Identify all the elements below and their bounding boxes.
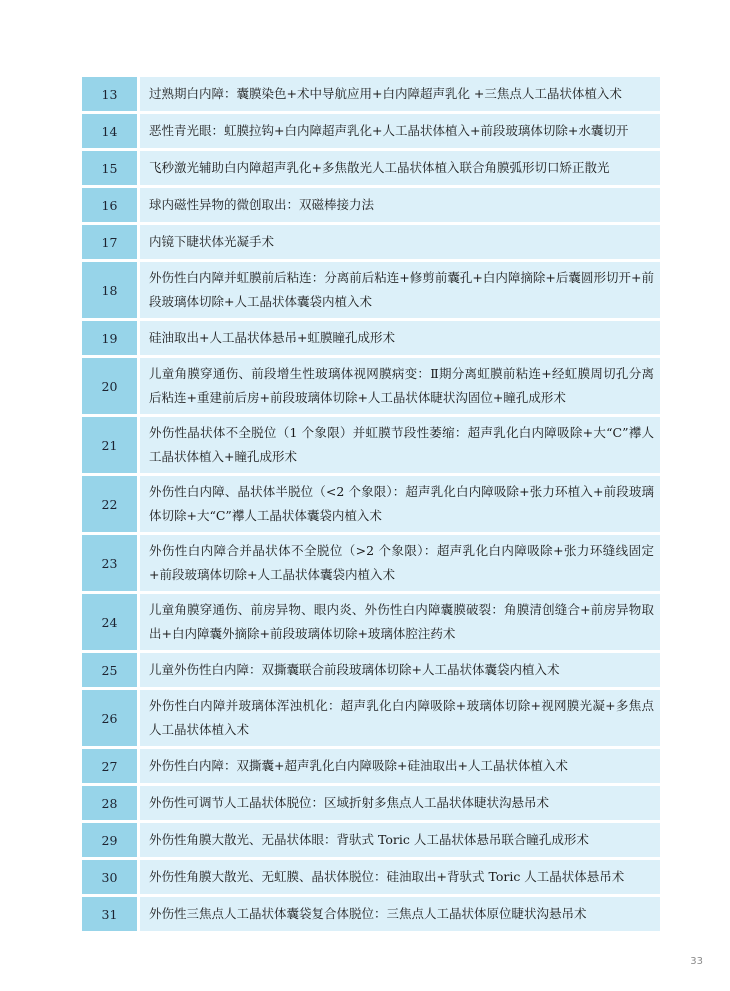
row-number: 20 xyxy=(82,358,140,417)
row-number: 19 xyxy=(82,321,140,358)
row-number: 21 xyxy=(82,417,140,476)
table-row xyxy=(82,358,660,417)
row-number: 16 xyxy=(82,188,140,225)
row-description: 外伤性角膜大散光、无晶状体眼：背驮式 Toric 人工晶状体悬吊联合瞳孔成形术 xyxy=(140,823,660,860)
row-number: 31 xyxy=(82,897,140,934)
table-row xyxy=(82,476,660,535)
row-description: 过熟期白内障：囊膜染色+术中导航应用+白内障超声乳化 +三焦点人工晶状体植入术 xyxy=(140,77,660,114)
row-number: 23 xyxy=(82,535,140,594)
row-description: 球内磁性异物的微创取出：双磁棒接力法 xyxy=(140,188,660,225)
row-number: 30 xyxy=(82,860,140,897)
row-description: 外伤性可调节人工晶状体脱位：区域折射多焦点人工晶状体睫状沟悬吊术 xyxy=(140,786,660,823)
row-number: 14 xyxy=(82,114,140,151)
row-number: 13 xyxy=(82,77,140,114)
table-row xyxy=(82,225,660,262)
table-row xyxy=(82,749,660,786)
row-description: 外伤性白内障合并晶状体不全脱位（>2 个象限）：超声乳化白内障吸除+张力环缝线固定+前段玻璃体切除+人工晶状体囊袋内植入术 xyxy=(140,535,660,594)
row-number: 17 xyxy=(82,225,140,262)
row-description: 儿童角膜穿通伤、前段增生性玻璃体视网膜病变：Ⅱ期分离虹膜前粘连+经虹膜周切孔分离后粘连+重建前后房+前段玻璃体切除+人工晶状体睫状沟固位+瞳孔成形术 xyxy=(140,358,660,417)
row-description: 外伤性白内障：双撕囊+超声乳化白内障吸除+硅油取出+人工晶状体植入术 xyxy=(140,749,660,786)
row-description: 恶性青光眼：虹膜拉钩+白内障超声乳化+人工晶状体植入+前段玻璃体切除+水囊切开 xyxy=(140,114,660,151)
row-number: 29 xyxy=(82,823,140,860)
page-number: 33 xyxy=(690,956,703,967)
row-description: 外伤性三焦点人工晶状体囊袋复合体脱位：三焦点人工晶状体原位睫状沟悬吊术 xyxy=(140,897,660,934)
table-row xyxy=(82,188,660,225)
row-description: 外伤性白内障、晶状体半脱位（<2 个象限）：超声乳化白内障吸除+张力环植入+前段玻璃体切除+大“C”襻人工晶状体囊袋内植入术 xyxy=(140,476,660,535)
table-row xyxy=(82,786,660,823)
table-row xyxy=(82,594,660,653)
row-number: 15 xyxy=(82,151,140,188)
row-description: 硅油取出+人工晶状体悬吊+虹膜瞳孔成形术 xyxy=(140,321,660,358)
row-description: 外伤性角膜大散光、无虹膜、晶状体脱位：硅油取出+背驮式 Toric 人工晶状体悬吊术 xyxy=(140,860,660,897)
row-description: 儿童角膜穿通伤、前房异物、眼内炎、外伤性白内障囊膜破裂：角膜清创缝合+前房异物取出+白内障囊外摘除+前段玻璃体切除+玻璃体腔注药术 xyxy=(140,594,660,653)
row-number: 18 xyxy=(82,262,140,321)
table-row xyxy=(82,321,660,358)
row-number: 26 xyxy=(82,690,140,749)
table-row xyxy=(82,653,660,690)
row-number: 22 xyxy=(82,476,140,535)
row-description: 外伤性白内障并玻璃体浑浊机化：超声乳化白内障吸除+玻璃体切除+视网膜光凝+多焦点人工晶状体植入术 xyxy=(140,690,660,749)
table-row xyxy=(82,151,660,188)
table-row xyxy=(82,114,660,151)
row-description: 儿童外伤性白内障：双撕囊联合前段玻璃体切除+人工晶状体囊袋内植入术 xyxy=(140,653,660,690)
row-number: 24 xyxy=(82,594,140,653)
table-row xyxy=(82,417,660,476)
table-row xyxy=(82,690,660,749)
table-row xyxy=(82,535,660,594)
procedures-table xyxy=(82,77,660,934)
row-description: 飞秒激光辅助白内障超声乳化+多焦散光人工晶状体植入联合角膜弧形切口矫正散光 xyxy=(140,151,660,188)
row-number: 28 xyxy=(82,786,140,823)
table-row xyxy=(82,897,660,934)
row-number: 25 xyxy=(82,653,140,690)
row-description: 外伤性晶状体不全脱位（1 个象限）并虹膜节段性萎缩：超声乳化白内障吸除+大“C”襻人工晶状体植入+瞳孔成形术 xyxy=(140,417,660,476)
table-row xyxy=(82,262,660,321)
table-row xyxy=(82,860,660,897)
row-number: 27 xyxy=(82,749,140,786)
table-row xyxy=(82,77,660,114)
row-description: 外伤性白内障并虹膜前后粘连：分离前后粘连+修剪前囊孔+白内障摘除+后囊圆形切开+前段玻璃体切除+人工晶状体囊袋内植入术 xyxy=(140,262,660,321)
procedures-table-body xyxy=(82,77,660,934)
table-row xyxy=(82,823,660,860)
row-description: 内镜下睫状体光凝手术 xyxy=(140,225,660,262)
